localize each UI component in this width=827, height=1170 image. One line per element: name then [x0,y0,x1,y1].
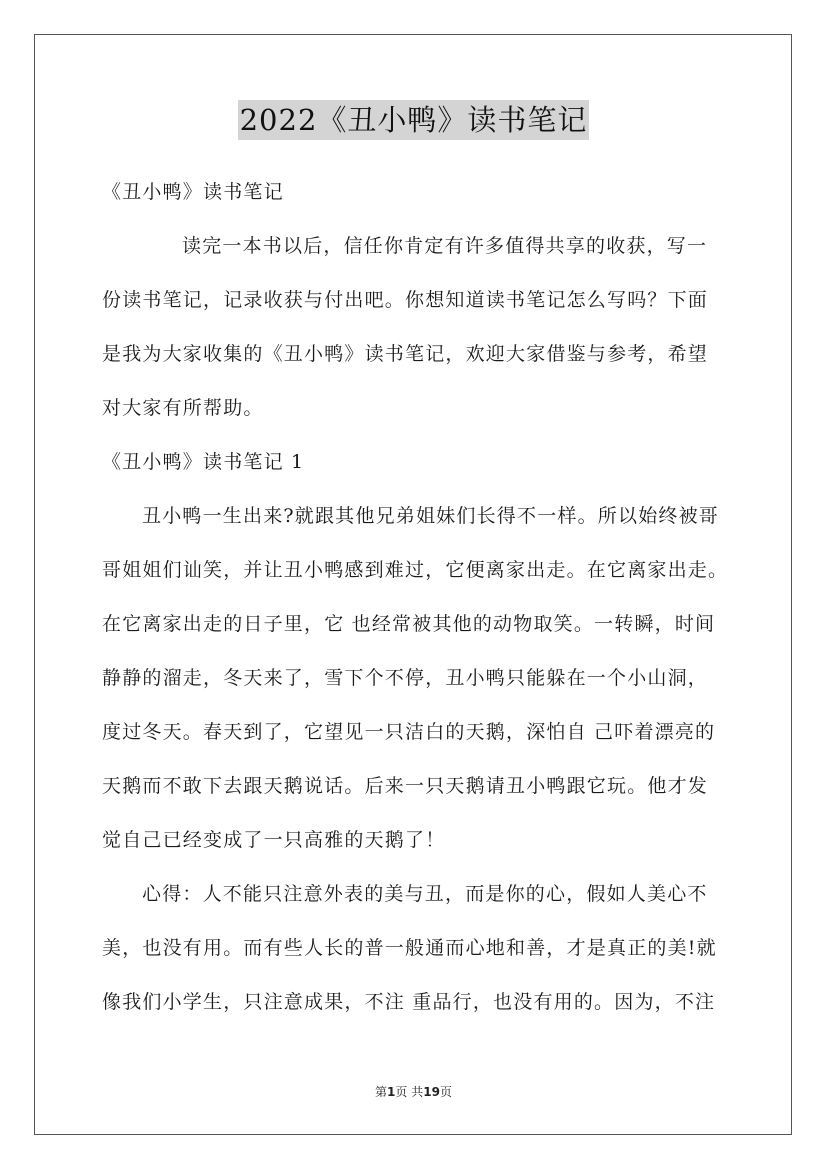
paragraph-line: 静静的溜走，冬天来了，雪下个不停，丑小鸭只能躲在一个小山洞， [102,667,709,689]
paragraph-line: 天鹅而不敢下去跟天鹅说话。后来一只天鹅请丑小鸭跟它玩。他才发 [102,775,709,797]
paragraph-line: 心得：人不能只注意外表的美与丑，而是你的心，假如人美心不 [142,883,708,905]
title-container [0,100,827,140]
section-heading: 《丑小鸭》读书笔记 [102,181,284,203]
paragraph-line: 美，也没有用。而有些人长的普一般通而心地和善，才是真正的美!就 [102,937,717,959]
page-suffix: 页 [439,1085,452,1099]
paragraph-line: 在它离家出走的日子里，它 也经常被其他的动物取笑。一转瞬，时间 [102,613,716,635]
page-mid: 页 共 [395,1085,424,1099]
page-total: 19 [423,1085,440,1099]
paragraph-line: 读完一本书以后，信任你肯定有许多值得共享的收获，写一 [182,235,708,257]
page-prefix: 第 [375,1085,388,1099]
paragraph-line: 觉自己已经变成了一只高雅的天鹅了！ [102,829,446,851]
document-body [102,172,732,1036]
paragraph-line: 丑小鸭一生出来?就跟其他兄弟姐妹们长得不一样。所以始终被哥 [142,505,719,527]
paragraph-line: 份读书笔记，记录收获与付出吧。你想知道读书笔记怎么写吗？下面 [102,289,709,311]
paragraph-line: 对大家有所帮助。 [102,397,264,419]
paragraph-line: 像我们小学生，只注意成果，不注 重品行，也没有用的。因为，不注 [102,991,716,1013]
paragraph-line: 是我为大家收集的《丑小鸭》读书笔记，欢迎大家借鉴与参考，希望 [102,343,709,365]
paragraph-line: 度过冬天。春天到了，它望见一只洁白的天鹅，深怕自 己吓着漂亮的 [102,721,716,743]
paragraph-line: 哥姐姐们讪笑，并让丑小鸭感到难过，它便离家出走。在它离家出走。 [102,559,729,581]
page-footer [0,1083,827,1100]
section-heading: 《丑小鸭》读书笔记 1 [102,451,305,473]
page-number: 1 [387,1085,396,1099]
document-title: 2022《丑小鸭》读书笔记 [238,100,590,140]
